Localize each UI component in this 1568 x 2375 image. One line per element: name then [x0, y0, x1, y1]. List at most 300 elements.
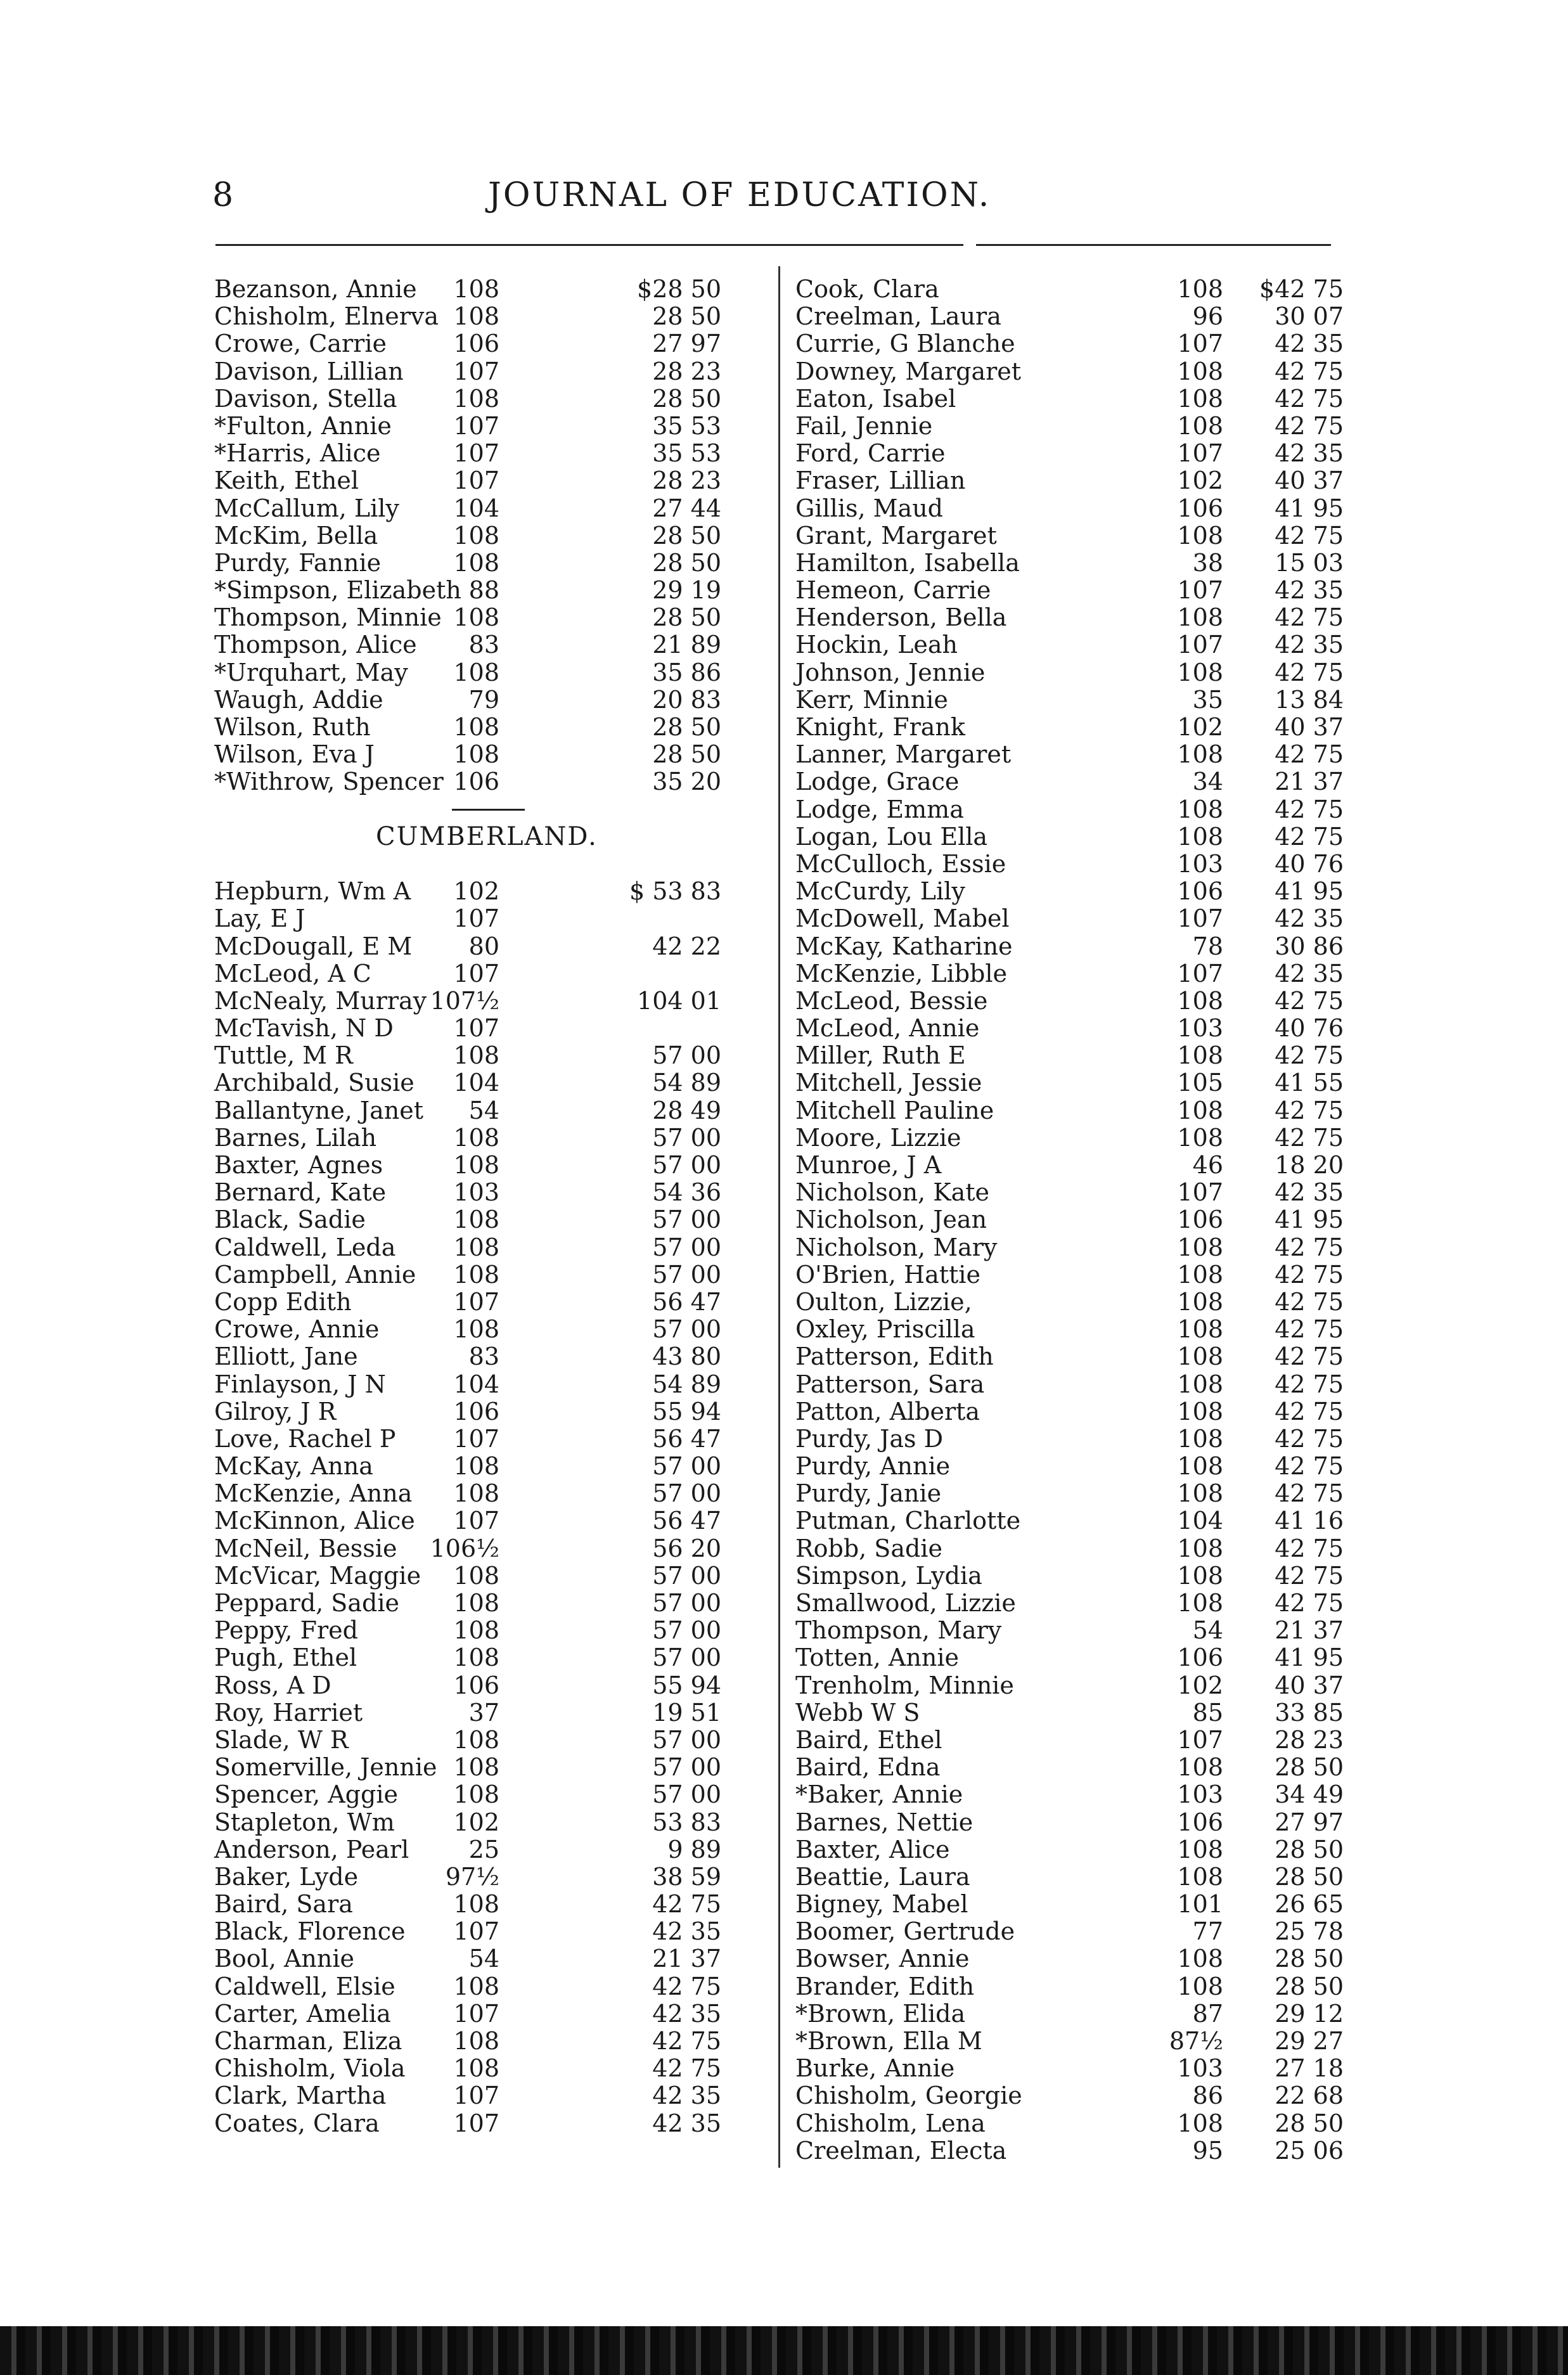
list-item	[214, 1152, 772, 1179]
list-item	[214, 1590, 772, 1617]
teacher-name: Nicholson, Kate	[795, 1178, 990, 1207]
teacher-name: Spencer, Aggie	[214, 1780, 398, 1809]
teacher-name: McTavish, N D	[214, 1014, 394, 1043]
grant-amount: 42 35	[1275, 631, 1344, 659]
list-item	[214, 1809, 772, 1836]
days-taught: 108	[453, 2027, 499, 2055]
days-taught: 108	[453, 658, 499, 686]
grant-amount: 28 50	[1275, 1972, 1344, 2000]
list-item	[792, 1179, 1350, 1206]
grant-amount: 30 86	[1275, 932, 1344, 960]
days-taught: 108	[453, 302, 499, 331]
days-taught: 107	[453, 1014, 499, 1043]
list-item	[214, 1727, 772, 1754]
teacher-name: Roy, Harriet	[214, 1698, 363, 1727]
grant-amount: 42 75	[1275, 1561, 1344, 1590]
list-item	[214, 1261, 772, 1289]
grant-amount: 42 75	[1275, 1452, 1344, 1481]
teacher-name: Oxley, Priscilla	[795, 1315, 975, 1344]
list-item	[792, 1343, 1350, 1370]
list-item	[792, 960, 1350, 988]
bottom-scan-band	[0, 2326, 1568, 2375]
days-taught: 107	[453, 904, 499, 933]
teacher-name: Waugh, Addie	[214, 685, 383, 714]
grant-amount: 41 95	[1275, 494, 1344, 522]
grant-amount: 42 35	[1275, 1178, 1344, 1207]
grant-amount: 57 00	[652, 1780, 721, 1809]
teacher-name: *Fulton, Annie	[214, 411, 392, 440]
days-taught: 104	[1177, 1507, 1223, 1535]
list-item	[792, 1069, 1350, 1097]
grant-amount: 41 55	[1275, 1069, 1344, 1097]
list-item	[792, 2082, 1350, 2109]
teacher-name: Mitchell Pauline	[795, 1096, 994, 1124]
list-item	[792, 1507, 1350, 1535]
list-item	[792, 933, 1350, 960]
list-item	[792, 358, 1350, 385]
teacher-name: *Urquhart, May	[214, 658, 408, 686]
list-item	[214, 1480, 772, 1507]
days-taught: 25	[468, 1835, 499, 1863]
grant-amount: 57 00	[652, 1725, 721, 1754]
grant-amount: 56 47	[652, 1424, 721, 1453]
teacher-name: Eaton, Isabel	[795, 384, 956, 413]
days-taught: 108	[453, 1616, 499, 1645]
list-item	[214, 1507, 772, 1535]
days-taught: 54	[468, 1945, 499, 1973]
grant-amount: 57 00	[652, 1616, 721, 1645]
list-item	[792, 1863, 1350, 1891]
teacher-name: Johnson, Jennie	[795, 658, 986, 686]
list-item	[214, 1945, 772, 1973]
teacher-name: Hepburn, Wm A	[214, 877, 411, 906]
days-taught: 108	[453, 740, 499, 769]
days-taught: 108	[1177, 822, 1223, 851]
teacher-name: Bowser, Annie	[795, 1945, 970, 1973]
days-taught: 107	[453, 959, 499, 988]
days-taught: 54	[468, 1096, 499, 1124]
teacher-name: Trenholm, Minnie	[795, 1671, 1014, 1699]
grant-amount: 41 16	[1275, 1507, 1344, 1535]
teacher-name: Chisholm, Georgie	[795, 2082, 1022, 2110]
teacher-name: Baird, Edna	[795, 1753, 941, 1782]
teacher-name: Crowe, Carrie	[214, 330, 387, 358]
teacher-name: Baker, Lyde	[214, 1862, 359, 1891]
grant-amount: 57 00	[652, 1315, 721, 1344]
teacher-name: Brander, Edith	[795, 1972, 975, 2000]
days-taught: 80	[468, 932, 499, 960]
grant-amount: 56 20	[652, 1534, 721, 1562]
days-taught: 106	[1177, 877, 1223, 906]
days-taught: 106	[453, 1397, 499, 1426]
days-taught: 108	[453, 1233, 499, 1261]
list-item	[792, 905, 1350, 932]
teacher-name: Boomer, Gertrude	[795, 1917, 1015, 1946]
teacher-name: McKinnon, Alice	[214, 1507, 415, 1535]
teacher-name: Lodge, Grace	[795, 768, 960, 796]
section-heading-text: CUMBERLAND.	[376, 821, 598, 851]
grant-amount: 57 00	[652, 1589, 721, 1617]
teacher-name: Moore, Lizzie	[795, 1123, 961, 1152]
grant-amount: 42 75	[1275, 521, 1344, 550]
list-item	[214, 1371, 772, 1398]
grant-amount: $ 53 83	[629, 877, 721, 906]
list-item	[214, 933, 772, 960]
teacher-name: Davison, Stella	[214, 384, 397, 413]
list-item	[214, 1206, 772, 1233]
teacher-name: Stapleton, Wm	[214, 1808, 395, 1836]
grant-amount: 54 89	[652, 1370, 721, 1398]
teacher-name: Simpson, Lydia	[795, 1561, 982, 1590]
grant-amount: 34 49	[1275, 1780, 1344, 1809]
list-item	[214, 330, 772, 357]
teacher-name: McKay, Anna	[214, 1452, 373, 1481]
grant-amount: 15 03	[1275, 548, 1344, 577]
list-item	[214, 631, 772, 659]
grant-amount: 41 95	[1275, 1206, 1344, 1234]
list-item	[214, 1042, 772, 1069]
teacher-name: Patterson, Edith	[795, 1342, 994, 1371]
teacher-name: Creelman, Laura	[795, 302, 1001, 331]
list-item	[792, 741, 1350, 768]
days-taught: 37	[468, 1698, 499, 1727]
days-taught: 108	[1177, 1534, 1223, 1562]
grant-amount: 29 19	[652, 576, 721, 605]
grant-amount: 57 00	[652, 1123, 721, 1152]
grant-amount: 42 35	[652, 1917, 721, 1946]
days-taught: 106	[1177, 494, 1223, 522]
teacher-name: Bigney, Mabel	[795, 1890, 968, 1919]
list-item	[214, 1699, 772, 1727]
grant-amount: 28 50	[652, 548, 721, 577]
grant-amount: 42 75	[1275, 986, 1344, 1015]
grant-amount: 21 37	[1275, 1616, 1344, 1645]
days-taught: 104	[453, 1069, 499, 1097]
list-item	[792, 1234, 1350, 1261]
list-item	[792, 1426, 1350, 1453]
list-item	[792, 1535, 1350, 1562]
list-item	[792, 1644, 1350, 1671]
days-taught: 108	[1177, 1096, 1223, 1124]
grant-amount: 42 75	[1275, 1315, 1344, 1344]
teacher-name: McCurdy, Lily	[795, 877, 965, 906]
grant-amount: 28 50	[1275, 1945, 1344, 1973]
days-taught: 106	[1177, 1206, 1223, 1234]
days-taught: 102	[1177, 713, 1223, 741]
grant-amount: 42 35	[1275, 904, 1344, 933]
days-taught: 86	[1192, 2082, 1223, 2110]
list-item	[792, 768, 1350, 795]
days-taught: 79	[468, 685, 499, 714]
days-taught: 108	[453, 1041, 499, 1070]
teacher-name: Henderson, Bella	[795, 603, 1007, 632]
list-item	[792, 714, 1350, 741]
teacher-name: Caldwell, Leda	[214, 1233, 396, 1261]
list-item	[792, 440, 1350, 467]
days-taught: 107	[453, 1999, 499, 2028]
teacher-name: Ballantyne, Janet	[214, 1096, 423, 1124]
teacher-name: McLeod, A C	[214, 959, 371, 988]
days-taught: 102	[453, 1808, 499, 1836]
days-taught: 108	[1177, 411, 1223, 440]
list-item	[214, 1453, 772, 1480]
teacher-name: Ford, Carrie	[795, 439, 946, 468]
grant-amount: 41 95	[1275, 1644, 1344, 1672]
grant-amount: 29 27	[1275, 2027, 1344, 2055]
teacher-name: Barnes, Nettie	[795, 1808, 974, 1836]
grant-amount: 42 75	[1275, 357, 1344, 385]
days-taught: 107	[453, 439, 499, 468]
days-taught: 106	[1177, 1808, 1223, 1836]
days-taught: 97½	[445, 1862, 499, 1891]
days-taught: 46	[1192, 1151, 1223, 1179]
list-item	[214, 659, 772, 686]
list-item	[792, 2000, 1350, 2028]
days-taught: 108	[453, 1890, 499, 1919]
grant-amount: $42 75	[1259, 275, 1344, 303]
grant-amount: 19 51	[652, 1698, 721, 1727]
list-item	[792, 1973, 1350, 2000]
list-item	[214, 1918, 772, 1945]
days-taught: 108	[453, 1151, 499, 1179]
list-item	[792, 851, 1350, 878]
grant-amount: 42 75	[652, 2054, 721, 2083]
grant-amount: 18 20	[1275, 1151, 1344, 1179]
teacher-name: Baxter, Alice	[795, 1835, 950, 1863]
teacher-name: Black, Sadie	[214, 1206, 366, 1234]
teacher-name: Purdy, Janie	[795, 1479, 942, 1508]
grant-amount: 28 50	[1275, 2109, 1344, 2137]
teacher-name: McLeod, Annie	[795, 1014, 980, 1043]
list-item	[792, 303, 1350, 330]
grant-amount: $28 50	[637, 275, 721, 303]
days-taught: 108	[453, 1206, 499, 1234]
list-item	[214, 905, 772, 932]
days-taught: 106	[453, 1671, 499, 1699]
grant-amount: 43 80	[652, 1342, 721, 1371]
list-item	[792, 330, 1350, 357]
teacher-name: Peppy, Fred	[214, 1616, 358, 1645]
days-taught: 78	[1192, 932, 1223, 960]
grant-amount: 57 00	[652, 1151, 721, 1179]
teacher-name: Oulton, Lizzie,	[795, 1287, 972, 1316]
days-taught: 108	[453, 1780, 499, 1809]
teacher-name: Bezanson, Annie	[214, 275, 417, 303]
teacher-name: Crowe, Annie	[214, 1315, 380, 1344]
teacher-name: Wilson, Eva J	[214, 740, 375, 769]
grant-amount: 42 75	[1275, 1534, 1344, 1562]
grant-amount: 57 00	[652, 1452, 721, 1481]
days-taught: 108	[453, 275, 499, 303]
list-item	[792, 1781, 1350, 1808]
days-taught: 87½	[1169, 2027, 1223, 2055]
grant-amount: 40 37	[1275, 467, 1344, 495]
teacher-name: Wilson, Ruth	[214, 713, 371, 741]
teacher-name: Logan, Lou Ella	[795, 822, 988, 851]
list-item	[214, 550, 772, 577]
teacher-name: Baxter, Agnes	[214, 1151, 383, 1179]
grant-amount: 21 37	[1275, 768, 1344, 796]
teacher-name: McKenzie, Anna	[214, 1479, 413, 1508]
days-taught: 106½	[430, 1534, 499, 1562]
grant-amount: 57 00	[652, 1041, 721, 1070]
column-divider	[778, 266, 780, 2168]
list-item	[792, 467, 1350, 494]
list-item	[792, 1453, 1350, 1480]
list-item	[792, 1699, 1350, 1727]
list-item	[214, 2028, 772, 2055]
days-taught: 35	[1192, 685, 1223, 714]
days-taught: 108	[453, 384, 499, 413]
grant-amount: 42 75	[1275, 1123, 1344, 1152]
grant-amount: 35 20	[652, 768, 721, 796]
grant-amount: 42 35	[652, 2109, 721, 2137]
days-taught: 108	[453, 1315, 499, 1344]
teacher-name: Cook, Clara	[795, 275, 939, 303]
grant-amount: 42 22	[652, 932, 721, 960]
list-item	[214, 1836, 772, 1863]
list-item	[214, 1891, 772, 1918]
days-taught: 102	[1177, 1671, 1223, 1699]
days-taught: 108	[1177, 1561, 1223, 1590]
list-item	[214, 741, 772, 768]
days-taught: 107	[453, 2109, 499, 2137]
grant-amount: 53 83	[652, 1808, 721, 1836]
grant-amount: 29 12	[1275, 1999, 1344, 2028]
grant-amount: 104 01	[637, 986, 721, 1015]
teacher-name: Knight, Frank	[795, 713, 965, 741]
grant-amount: 42 75	[1275, 658, 1344, 686]
teacher-name: McCulloch, Essie	[795, 849, 1006, 878]
list-item	[214, 686, 772, 714]
list-item	[792, 1617, 1350, 1644]
teacher-name: Clark, Martha	[214, 2082, 387, 2110]
teacher-name: McKenzie, Libble	[795, 959, 1008, 988]
teacher-name: Currie, G Blanche	[795, 330, 1015, 358]
list-item	[792, 823, 1350, 851]
days-taught: 108	[1177, 357, 1223, 385]
days-taught: 107	[453, 411, 499, 440]
list-item	[214, 2055, 772, 2082]
list-item	[214, 1562, 772, 1590]
list-item	[214, 714, 772, 741]
list-item	[214, 768, 772, 795]
list-item	[792, 988, 1350, 1015]
list-item	[792, 1289, 1350, 1316]
days-taught: 88	[468, 576, 499, 605]
teacher-name: Black, Florence	[214, 1917, 406, 1946]
days-taught: 96	[1192, 302, 1223, 331]
grant-amount: 25 78	[1275, 1917, 1344, 1946]
days-taught: 103	[453, 1178, 499, 1207]
teacher-name: Thompson, Mary	[795, 1616, 1002, 1645]
days-taught: 108	[453, 1452, 499, 1481]
list-item	[214, 2110, 772, 2137]
list-item	[792, 1945, 1350, 1973]
grant-amount: 42 35	[652, 1999, 721, 2028]
teacher-name: Gillis, Maud	[795, 494, 943, 522]
teacher-name: Love, Rachel P	[214, 1424, 396, 1453]
teacher-name: Burke, Annie	[795, 2054, 955, 2083]
list-item	[792, 2110, 1350, 2137]
days-taught: 108	[1177, 1479, 1223, 1508]
grant-amount: 42 75	[1275, 411, 1344, 440]
teacher-name: Purdy, Jas D	[795, 1424, 944, 1453]
days-taught: 108	[1177, 1862, 1223, 1891]
list-item	[792, 413, 1350, 440]
list-item	[214, 1754, 772, 1781]
grant-amount: 27 97	[1275, 1808, 1344, 1836]
list-item	[214, 2082, 772, 2109]
teacher-name: Creelman, Electa	[795, 2136, 1007, 2165]
teacher-name: Mitchell, Jessie	[795, 1069, 982, 1097]
teacher-name: *Brown, Ella M	[795, 2027, 982, 2055]
teacher-name: Coates, Clara	[214, 2109, 380, 2137]
grant-amount: 57 00	[652, 1233, 721, 1261]
list-item	[792, 522, 1350, 550]
grant-amount: 57 00	[652, 1260, 721, 1289]
teacher-name: Robb, Sadie	[795, 1534, 942, 1562]
teacher-name: Slade, W R	[214, 1725, 349, 1754]
days-taught: 108	[1177, 384, 1223, 413]
grant-amount: 28 49	[652, 1096, 721, 1124]
days-taught: 108	[1177, 275, 1223, 303]
teacher-name: Bernard, Kate	[214, 1178, 387, 1207]
teacher-name: McDowell, Mabel	[795, 904, 1010, 933]
days-taught: 95	[1192, 2136, 1223, 2165]
days-taught: 108	[1177, 1233, 1223, 1261]
days-taught: 108	[1177, 1589, 1223, 1617]
teacher-name: Miller, Ruth E	[795, 1041, 966, 1070]
list-item	[792, 2137, 1350, 2165]
teacher-name: Kerr, Minnie	[795, 685, 948, 714]
list-item	[214, 522, 772, 550]
days-taught: 108	[453, 1123, 499, 1152]
days-taught: 107	[1177, 576, 1223, 605]
days-taught: 108	[1177, 1945, 1223, 1973]
header-rule-right	[976, 244, 1331, 246]
teacher-name: Elliott, Jane	[214, 1342, 358, 1371]
list-item	[792, 1836, 1350, 1863]
teacher-name: McLeod, Bessie	[795, 986, 988, 1015]
list-item	[214, 440, 772, 467]
grant-amount: 57 00	[652, 1644, 721, 1672]
grant-amount: 57 00	[652, 1753, 721, 1782]
days-taught: 108	[1177, 1972, 1223, 2000]
grant-amount: 57 00	[652, 1561, 721, 1590]
grant-amount: 28 50	[1275, 1862, 1344, 1891]
days-taught: 103	[1177, 2054, 1223, 2083]
days-taught: 107	[1177, 330, 1223, 358]
teacher-name: O'Brien, Hattie	[795, 1260, 980, 1289]
list-item	[214, 1973, 772, 2000]
grant-amount: 26 65	[1275, 1890, 1344, 1919]
list-item	[792, 1124, 1350, 1152]
teacher-name: Lay, E J	[214, 904, 305, 933]
teacher-name: Davison, Lillian	[214, 357, 404, 385]
list-item	[214, 2000, 772, 2028]
list-item	[214, 1672, 772, 1699]
list-item	[214, 303, 772, 330]
teacher-name: Bool, Annie	[214, 1945, 355, 1973]
grant-amount: 21 37	[652, 1945, 721, 1973]
list-item	[214, 988, 772, 1015]
days-taught: 108	[1177, 986, 1223, 1015]
list-item	[792, 276, 1350, 303]
days-taught: 108	[453, 1561, 499, 1590]
teacher-name: Baird, Sara	[214, 1890, 353, 1919]
grant-amount: 56 47	[652, 1287, 721, 1316]
